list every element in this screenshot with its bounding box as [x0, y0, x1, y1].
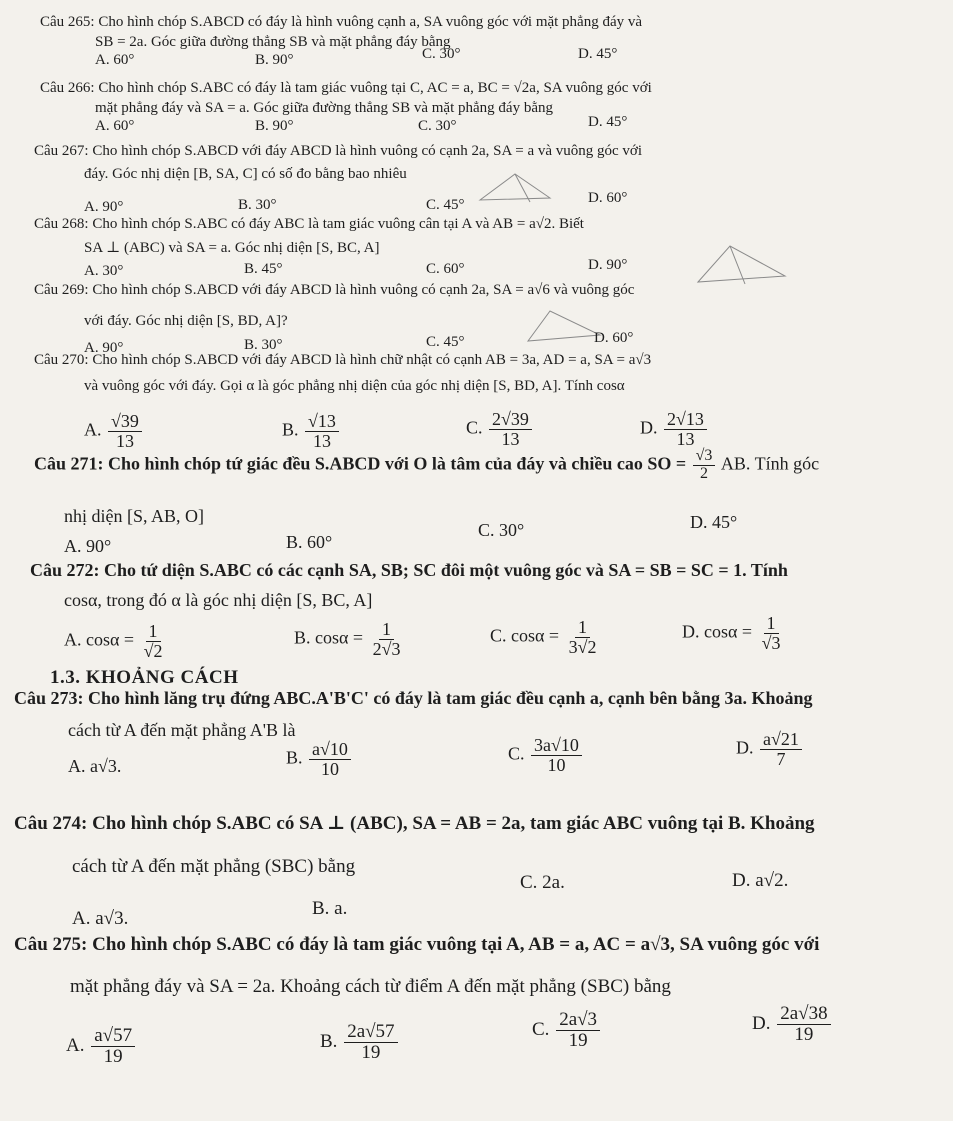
q275-option-c-numerator: 2a√3: [556, 1010, 600, 1031]
q272-option-b[interactable]: [294, 620, 405, 659]
q270-option-c-label: C.: [466, 417, 483, 438]
q266-option-a[interactable]: A. 60°: [95, 118, 135, 134]
q274-option-b[interactable]: B. a.: [312, 898, 348, 919]
q270-option-b-label: B.: [282, 419, 299, 440]
q275-option-c[interactable]: [532, 1010, 602, 1051]
q268-option-c[interactable]: C. 60°: [426, 261, 465, 277]
q272-option-c[interactable]: [490, 618, 601, 657]
q271-stem-2: nhị diện [S, AB, O]: [64, 506, 205, 526]
q269-option-a[interactable]: A. 90°: [84, 340, 124, 356]
q269-stem-1: Câu 269: Cho hình chóp S.ABCD với đáy ABCD là hình vuông có cạnh 2a, SA = a√6 và vuông góc: [34, 282, 635, 298]
q271-option-a[interactable]: A. 90°: [64, 536, 112, 556]
q272-option-b-denominator: 2√3: [372, 638, 401, 659]
pencil-sketch-pyramid: [690, 240, 810, 286]
q270-option-d-label: D.: [640, 417, 658, 438]
q274-option-c[interactable]: C. 2a.: [520, 872, 565, 893]
q273-option-d-numerator: a√21: [760, 730, 802, 750]
q267-option-a[interactable]: A. 90°: [84, 199, 124, 215]
q273-option-b-label: B.: [286, 747, 303, 768]
q270-option-b-numerator: √13: [305, 412, 339, 432]
q270-option-a-denominator: 13: [115, 430, 134, 451]
q273-option-b-numerator: a√10: [309, 740, 351, 760]
q273-stem-2: cách từ A đến mặt phẳng A'B là: [68, 720, 296, 740]
q275-option-a-denominator: 19: [103, 1045, 123, 1067]
q271-option-c[interactable]: C. 30°: [478, 520, 525, 540]
q273-stem-1: Câu 273: Cho hình lăng trụ đứng ABC.A'B'C' có đáy là tam giác đều cạnh a, cạnh bên bằng 3a. Khoảng: [14, 688, 813, 708]
q267-stem-2: đáy. Góc nhị diện [B, SA, C] có số đo bằng bao nhiêu: [84, 166, 407, 182]
q268-option-d[interactable]: D. 90°: [588, 257, 628, 273]
q273-option-d[interactable]: [736, 730, 804, 769]
q267-option-d[interactable]: D. 60°: [588, 190, 628, 206]
q265-stem-1: Câu 265: Cho hình chóp S.ABCD có đáy là hình vuông cạnh a, SA vuông góc với mặt phẳng đáy và: [40, 14, 643, 30]
q270-option-c-numerator: 2√39: [489, 410, 532, 430]
q270-option-a-label: A.: [84, 419, 102, 440]
q272-option-b-label: B. cosα =: [294, 627, 364, 648]
q270-option-d-denominator: 13: [676, 428, 695, 449]
q273-option-c-numerator: 3a√10: [531, 736, 582, 756]
q273-option-d-label: D.: [736, 737, 754, 758]
q275-option-b-numerator: 2a√57: [344, 1022, 397, 1043]
q270-stem-2: và vuông góc với đáy. Gọi α là góc phẳng nhị diện của góc nhị diện [S, BD, A]. Tính cosα: [84, 378, 625, 394]
q275-option-b-label: B.: [320, 1030, 338, 1052]
q268-option-a[interactable]: A. 30°: [84, 263, 124, 279]
q270-option-b[interactable]: [282, 412, 341, 451]
q265-stem-2: SB = 2a. Góc giữa đường thẳng SB và mặt phẳng đáy bằng: [95, 34, 451, 50]
q268-stem-1: Câu 268: Cho hình chóp S.ABC có đáy ABC là tam giác vuông cân tại A và AB = a√2. Biết: [34, 216, 584, 232]
q275-option-b-denominator: 19: [361, 1041, 381, 1063]
q269-option-c[interactable]: C. 45°: [426, 334, 465, 350]
q267-option-b[interactable]: B. 30°: [238, 197, 277, 213]
q270-option-a-numerator: √39: [108, 412, 142, 432]
q275-option-a-label: A.: [66, 1034, 85, 1056]
q272-option-c-denominator: 3√2: [568, 636, 597, 657]
q272-option-d-denominator: √3: [761, 632, 781, 653]
q270-option-a[interactable]: [84, 412, 144, 451]
q266-option-c[interactable]: C. 30°: [418, 118, 457, 134]
q272-option-b-numerator: 1: [379, 620, 394, 640]
q265-option-d[interactable]: D. 45°: [578, 46, 618, 62]
q275-option-b[interactable]: [320, 1022, 400, 1063]
q273-option-d-denominator: 7: [776, 748, 786, 769]
section-heading-distance: 1.3. KHOẢNG CÁCH: [50, 667, 239, 688]
q268-option-b[interactable]: B. 45°: [244, 261, 283, 277]
q275-stem-1: Câu 275: Cho hình chóp S.ABC có đáy là tam giác vuông tại A, AB = a, AC = a√3, SA vuông góc với: [14, 934, 820, 955]
q272-stem-1: Câu 272: Cho tứ diện S.ABC có các cạnh SA, SB; SC đôi một vuông góc và SA = SB = SC = 1. Tính: [30, 560, 788, 580]
q272-option-a-label: A. cosα =: [64, 629, 135, 650]
q273-option-c-denominator: 10: [547, 754, 566, 775]
q271-height-numerator: √3: [693, 448, 716, 466]
q269-option-b[interactable]: B. 30°: [244, 337, 283, 353]
q270-option-d-numerator: 2√13: [664, 410, 707, 430]
q267-stem-1: Câu 267: Cho hình chóp S.ABCD với đáy ABCD là hình vuông có cạnh 2a, SA = a và vuông góc với: [34, 143, 643, 159]
q265-option-b[interactable]: B. 90°: [255, 52, 294, 68]
q273-option-b-denominator: 10: [320, 758, 339, 779]
q272-option-d-numerator: 1: [764, 614, 779, 634]
q275-stem-2: mặt phẳng đáy và SA = 2a. Khoảng cách từ điểm A đến mặt phẳng (SBC) bằng: [70, 976, 671, 997]
q275-option-a-numerator: a√57: [91, 1026, 135, 1047]
q266-stem-2: mặt phẳng đáy và SA = a. Góc giữa đường thẳng SB và mặt phẳng đáy bằng: [95, 100, 553, 116]
q271-stem-1-tail: AB. Tính góc: [720, 453, 820, 474]
q275-option-d[interactable]: [752, 1004, 833, 1045]
q271-option-d[interactable]: D. 45°: [690, 512, 738, 532]
q265-option-a[interactable]: A. 60°: [95, 52, 135, 68]
q266-option-d[interactable]: D. 45°: [588, 114, 628, 130]
q270-option-c-denominator: 13: [501, 428, 520, 449]
q273-option-c[interactable]: [508, 736, 584, 775]
q266-option-b[interactable]: B. 90°: [255, 118, 294, 134]
q274-option-a[interactable]: A. a√3.: [72, 908, 129, 929]
q274-stem-2: cách từ A đến mặt phẳng (SBC) bằng: [72, 856, 356, 877]
q265-option-c[interactable]: C. 30°: [422, 46, 461, 62]
q270-option-b-denominator: 13: [312, 430, 331, 451]
q274-option-d[interactable]: D. a√2.: [732, 870, 789, 891]
q272-option-a-denominator: √2: [143, 640, 163, 661]
q266-stem-1: Câu 266: Cho hình chóp S.ABC có đáy là tam giác vuông tại C, AC = a, BC = √2a, SA vuông góc với: [40, 80, 652, 96]
q269-stem-2: với đáy. Góc nhị diện [S, BD, A]?: [84, 313, 288, 329]
q272-option-d[interactable]: [682, 614, 785, 653]
q270-option-c[interactable]: [466, 410, 534, 449]
q275-option-c-denominator: 19: [568, 1029, 588, 1051]
q270-option-d[interactable]: [640, 410, 709, 449]
q273-option-c-label: C.: [508, 743, 525, 764]
q272-option-c-numerator: 1: [575, 618, 590, 638]
q275-option-d-denominator: 19: [794, 1023, 814, 1045]
pencil-sketch-triangle: [470, 168, 590, 204]
q273-option-a[interactable]: A. a√3.: [68, 756, 122, 776]
q268-stem-2: SA ⊥ (ABC) và SA = a. Góc nhị diện [S, BC, A]: [84, 240, 380, 256]
q272-option-c-label: C. cosα =: [490, 625, 560, 646]
q269-option-d[interactable]: D. 60°: [594, 330, 634, 346]
q271-height-denominator: 2: [700, 464, 708, 482]
q272-stem-2: cosα, trong đó α là góc nhị diện [S, BC, A]: [64, 590, 373, 610]
q275-option-d-numerator: 2a√38: [777, 1004, 830, 1025]
q271-stem-1: [34, 448, 819, 483]
q272-option-a[interactable]: [64, 622, 167, 661]
q271-option-b[interactable]: B. 60°: [286, 532, 333, 552]
q275-option-d-label: D.: [752, 1012, 771, 1034]
q271-stem-1-text: Câu 271: Cho hình chóp tứ giác đều S.ABCD với O là tâm của đáy và chiều cao SO =: [34, 453, 687, 474]
q275-option-c-label: C.: [532, 1018, 550, 1040]
q275-option-a[interactable]: [66, 1026, 137, 1067]
q267-option-c[interactable]: C. 45°: [426, 197, 465, 213]
q273-option-b[interactable]: [286, 740, 353, 779]
q274-stem-1: Câu 274: Cho hình chóp S.ABC có SA ⊥ (ABC), SA = AB = 2a, tam giác ABC vuông tại B. Khoảng: [14, 813, 815, 834]
q272-option-d-label: D. cosα =: [682, 621, 753, 642]
q272-option-a-numerator: 1: [146, 622, 161, 642]
q270-stem-1: Câu 270: Cho hình chóp S.ABCD với đáy ABCD là hình chữ nhật có cạnh AB = 3a, AD = a, SA = a√3: [34, 352, 652, 368]
